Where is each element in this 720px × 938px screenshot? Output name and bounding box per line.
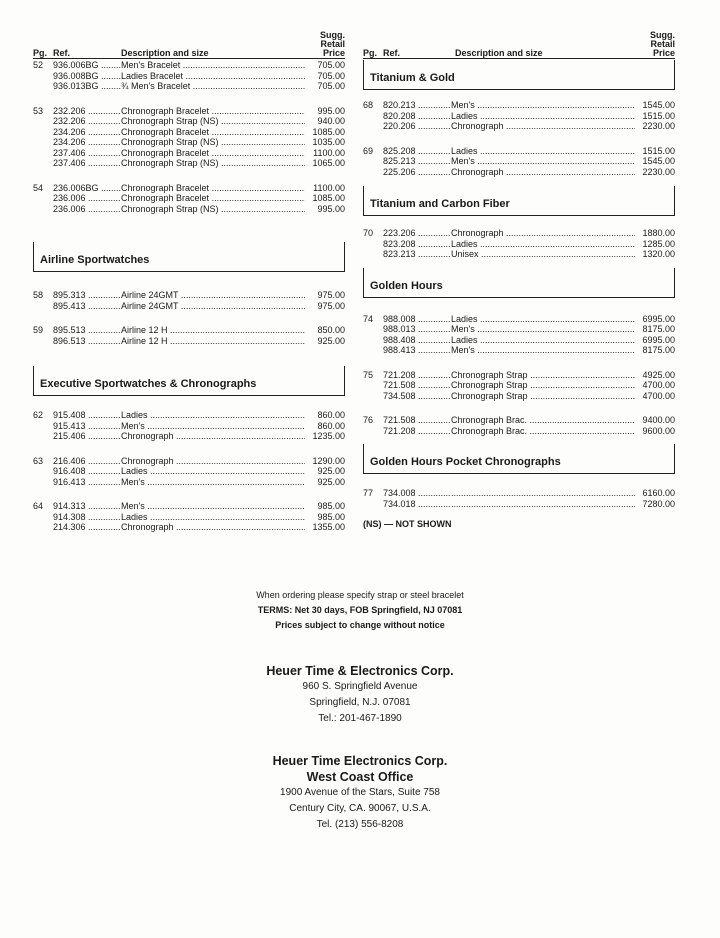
description: Chronograph ..... (451, 121, 639, 132)
price-group (33, 410, 345, 442)
price-group (363, 415, 675, 436)
price-row (33, 431, 345, 442)
reference-number: 895.513 ..... (53, 325, 121, 336)
price: 4700.00 (635, 380, 675, 391)
reference-number: 936.013BG ..... (53, 81, 121, 92)
price-row (33, 204, 345, 215)
price: 975.00 (305, 290, 345, 301)
price-row (33, 290, 345, 301)
price-row (33, 106, 345, 117)
header-price (320, 31, 345, 58)
description: Men's ..... (451, 345, 639, 356)
price-row (33, 512, 345, 523)
description: Men's ..... (451, 156, 639, 167)
description: Ladies ..... (451, 111, 639, 122)
price: 6995.00 (635, 314, 675, 325)
price: 925.00 (305, 466, 345, 477)
header-pg: Pg. (33, 48, 48, 58)
price-row (363, 100, 675, 111)
price: 2230.00 (635, 121, 675, 132)
price: 925.00 (305, 336, 345, 347)
price: 705.00 (305, 81, 345, 92)
reference-number: 895.413 ..... (53, 301, 121, 312)
price-row (363, 249, 675, 260)
prices-note: Prices subject to change without notice (275, 620, 445, 630)
description: Chronograph Strap (NS) ..... (121, 137, 309, 148)
price: 925.00 (305, 477, 345, 488)
description: Men's Bracelet ..... (121, 60, 309, 71)
price-row (363, 111, 675, 122)
price-row (363, 324, 675, 335)
price: 1545.00 (635, 100, 675, 111)
company-address-east (0, 663, 720, 727)
section-title-golden-hours: Golden Hours (363, 268, 675, 298)
description: Chronograph Bracelet ..... (121, 106, 309, 117)
reference-number: 721.508 ..... (383, 380, 451, 391)
price-row (363, 380, 675, 391)
reference-number: 236.006 ..... (53, 193, 121, 204)
description: Airline 12 H ..... (121, 325, 309, 336)
phone-line: Tel.: 201-467-1890 (318, 713, 402, 724)
reference-number: 734.008 ..... (383, 488, 451, 499)
price-group (33, 106, 345, 169)
price: 1355.00 (305, 522, 345, 533)
price-row (33, 501, 345, 512)
price-row (363, 488, 675, 499)
description: Chronograph ..... (121, 522, 309, 533)
description: Men's ..... (121, 477, 309, 488)
description: Chronograph Strap ..... (451, 370, 639, 381)
price-row (33, 336, 345, 347)
price-row (363, 121, 675, 132)
price-row (33, 60, 345, 71)
price-row (33, 477, 345, 488)
price-row (363, 345, 675, 356)
price: 995.00 (305, 106, 345, 117)
header-price-line3: Price (322, 48, 345, 58)
price: 995.00 (305, 204, 345, 215)
price: 1285.00 (635, 239, 675, 250)
header-rule (33, 58, 345, 59)
price-row (33, 137, 345, 148)
description: Ladies ..... (451, 146, 639, 157)
price: 985.00 (305, 501, 345, 512)
section-title-executive: Executive Sportwatches & Chronographs (33, 366, 345, 396)
description: Men's ..... (451, 100, 639, 111)
ordering-note: When ordering please specify strap or steel bracelet (256, 590, 464, 600)
price-group (33, 501, 345, 533)
page-number: 53 (33, 105, 44, 116)
page-number: 75 (363, 369, 374, 380)
page-number: 69 (363, 145, 374, 156)
section-title-airline: Airline Sportwatches (33, 242, 345, 272)
price: 1085.00 (305, 127, 345, 138)
price-group (33, 183, 345, 215)
reference-number: 216.406 ..... (53, 456, 121, 467)
price-row (33, 193, 345, 204)
header-price-line1: Sugg. (320, 30, 345, 40)
description: Ladies Bracelet ..... (121, 71, 309, 82)
price: 9400.00 (635, 415, 675, 426)
price-group (363, 370, 675, 402)
price-group (33, 290, 345, 311)
reference-number: 820.208 ..... (383, 111, 451, 122)
company-address-west (0, 753, 720, 833)
description (451, 499, 639, 510)
price: 850.00 (305, 325, 345, 336)
price-row (363, 314, 675, 325)
price-group (363, 100, 675, 132)
price-row (33, 148, 345, 159)
reference-number: 988.413 ..... (383, 345, 451, 356)
reference-number: 234.206 ..... (53, 137, 121, 148)
column-header (33, 28, 345, 58)
price-row (33, 183, 345, 194)
reference-number: 896.513 ..... (53, 336, 121, 347)
reference-number: 237.406 ..... (53, 148, 121, 159)
price: 985.00 (305, 512, 345, 523)
description: Chronograph Strap (NS) ..... (121, 204, 309, 215)
reference-number: 916.413 ..... (53, 477, 121, 488)
header-price-line3: Price (652, 48, 675, 58)
description: Chronograph Bracelet ..... (121, 193, 309, 204)
price: 7280.00 (635, 499, 675, 510)
reference-number: 236.006 ..... (53, 204, 121, 215)
price-group (363, 146, 675, 178)
price: 705.00 (305, 71, 345, 82)
reference-number: 916.408 ..... (53, 466, 121, 477)
reference-number: 734.018 ..... (383, 499, 451, 510)
footer (0, 588, 720, 833)
description: Airline 24GMT ..... (121, 290, 309, 301)
page-number: 70 (363, 228, 374, 238)
price-row (363, 391, 675, 402)
price: 1035.00 (305, 137, 345, 148)
price-row (33, 456, 345, 467)
header-price-line2: Retail (650, 39, 675, 49)
header-ref: Ref. (383, 48, 401, 58)
reference-number: 215.406 ..... (53, 431, 121, 442)
price-row (363, 335, 675, 346)
page-number: 74 (363, 313, 374, 324)
description: Ladies ..... (121, 512, 309, 523)
description: Ladies ..... (451, 335, 639, 346)
price: 6995.00 (635, 335, 675, 346)
price-row (33, 71, 345, 82)
price: 1290.00 (305, 456, 345, 467)
page-number: 59 (33, 325, 44, 335)
description: Men's ..... (451, 324, 639, 335)
price-row (363, 167, 675, 178)
description: Chronograph Bracelet ..... (121, 148, 309, 159)
company-name: Heuer Time & Electronics Corp. (266, 664, 454, 678)
reference-number: 236.006BG ..... (53, 183, 121, 194)
right-price-column (363, 28, 675, 529)
price-row (33, 158, 345, 169)
page-number: 63 (33, 455, 44, 466)
price: 1100.00 (305, 148, 345, 159)
office-name: West Coast Office (306, 770, 414, 784)
price: 6160.00 (635, 488, 675, 499)
price-group (33, 60, 345, 92)
reference-number: 988.008 ..... (383, 314, 451, 325)
price-row (363, 370, 675, 381)
page-number: 54 (33, 182, 44, 193)
price-row (363, 415, 675, 426)
price: 1065.00 (305, 158, 345, 169)
description: Chronograph Bracelet ..... (121, 183, 309, 194)
price: 9600.00 (635, 426, 675, 437)
header-pg: Pg. (363, 48, 378, 58)
reference-number: 936.006BG ..... (53, 60, 121, 71)
reference-number: 820.213 ..... (383, 100, 451, 111)
price-row (33, 301, 345, 312)
company-name: Heuer Time Electronics Corp. (272, 754, 448, 768)
description: Chronograph Strap ..... (451, 380, 639, 391)
description: Airline 12 H ..... (121, 336, 309, 347)
reference-number: 232.206 ..... (53, 116, 121, 127)
page-number: 77 (363, 488, 374, 498)
description: Chronograph Strap (NS) ..... (121, 116, 309, 127)
price: 1515.00 (635, 146, 675, 157)
reference-number: 823.208 ..... (383, 239, 451, 250)
description: Men's ..... (121, 421, 309, 432)
price-row (33, 116, 345, 127)
reference-number: 915.413 ..... (53, 421, 121, 432)
price-row (363, 228, 675, 239)
header-price (650, 31, 675, 58)
address-line: 960 S. Springfield Avenue (302, 681, 418, 692)
reference-number: 825.213 ..... (383, 156, 451, 167)
header-price-line2: Retail (320, 39, 345, 49)
price: 705.00 (305, 60, 345, 71)
terms-line: TERMS: Net 30 days, FOB Springfield, NJ 07081 (257, 605, 463, 615)
reference-number: 988.013 ..... (383, 324, 451, 335)
description: Ladies ..... (121, 466, 309, 477)
header-rule (363, 58, 675, 59)
description: Chronograph ..... (451, 228, 639, 239)
description: Chronograph ..... (451, 167, 639, 178)
reference-number: 214.306 ..... (53, 522, 121, 533)
reference-number: 721.208 ..... (383, 370, 451, 381)
price-group (363, 228, 675, 260)
price-group (363, 488, 675, 509)
address-line: Century City, CA. 90067, U.S.A. (289, 803, 431, 814)
price: 860.00 (305, 421, 345, 432)
description: Ladies ..... (451, 314, 639, 325)
reference-number: 237.406 ..... (53, 158, 121, 169)
description: Chronograph Brac. ..... (451, 415, 639, 426)
page-number: 76 (363, 415, 374, 425)
reference-number: 232.206 ..... (53, 106, 121, 117)
header-price-line1: Sugg. (650, 30, 675, 40)
description: Chronograph Brac. ..... (451, 426, 639, 437)
page-number: 68 (363, 100, 374, 110)
reference-number: 988.408 ..... (383, 335, 451, 346)
header-description: Description and size (455, 48, 543, 58)
price: 1515.00 (635, 111, 675, 122)
reference-number: 721.508 ..... (383, 415, 451, 426)
header-description: Description and size (121, 48, 209, 58)
reference-number: 223.206 ..... (383, 228, 451, 239)
page-number: 62 (33, 410, 44, 420)
price: 860.00 (305, 410, 345, 421)
header-ref: Ref. (53, 48, 71, 58)
price: 2230.00 (635, 167, 675, 178)
phone-line: Tel. (213) 556-8208 (316, 819, 404, 830)
reference-number: 914.313 ..... (53, 501, 121, 512)
price-row (363, 239, 675, 250)
price-group (363, 314, 675, 356)
left-price-column (33, 28, 345, 533)
section-title-pocket-chronographs: Golden Hours Pocket Chronographs (363, 444, 675, 474)
price: 1085.00 (305, 193, 345, 204)
price: 975.00 (305, 301, 345, 312)
description: Chronograph ..... (121, 456, 309, 467)
page-number: 52 (33, 60, 44, 70)
page-number: 58 (33, 290, 44, 300)
reference-number: 234.206 ..... (53, 127, 121, 138)
price-row (363, 146, 675, 157)
price-row (363, 426, 675, 437)
description: Ladies ..... (451, 239, 639, 250)
price: 1545.00 (635, 156, 675, 167)
reference-number: 936.008BG ..... (53, 71, 121, 82)
description: Ladies ..... (121, 410, 309, 421)
page-number: 64 (33, 501, 44, 511)
section-title-titanium-carbon: Titanium and Carbon Fiber (363, 186, 675, 216)
price-row (33, 81, 345, 92)
reference-number: 721.208 ..... (383, 426, 451, 437)
description: Unisex ..... (451, 249, 639, 260)
price-row (363, 499, 675, 510)
reference-number: 220.206 ..... (383, 121, 451, 132)
price-row (33, 522, 345, 533)
not-shown-note: (NS) — NOT SHOWN (363, 519, 452, 529)
price: 1100.00 (305, 183, 345, 194)
price-group (33, 456, 345, 488)
column-header (363, 28, 675, 58)
price: 8175.00 (635, 324, 675, 335)
price: 1235.00 (305, 431, 345, 442)
address-line: Springfield, N.J. 07081 (309, 697, 411, 708)
price: 1880.00 (635, 228, 675, 239)
reference-number: 823.213 ..... (383, 249, 451, 260)
reference-number: 914.308 ..... (53, 512, 121, 523)
price-row (33, 410, 345, 421)
address-line: 1900 Avenue of the Stars, Suite 758 (280, 787, 440, 798)
price-group (33, 325, 345, 346)
price-row (33, 325, 345, 336)
description: Chronograph Strap ..... (451, 391, 639, 402)
price-row (363, 156, 675, 167)
description: Airline 24GMT ..... (121, 301, 309, 312)
reference-number: 825.208 ..... (383, 146, 451, 157)
reference-number: 225.206 ..... (383, 167, 451, 178)
price: 4925.00 (635, 370, 675, 381)
price: 1320.00 (635, 249, 675, 260)
reference-number: 734.508 ..... (383, 391, 451, 402)
price-row (33, 466, 345, 477)
section-title-titanium-gold: Titanium & Gold (363, 60, 675, 90)
description: Chronograph Strap (NS) ..... (121, 158, 309, 169)
reference-number: 915.408 ..... (53, 410, 121, 421)
price: 940.00 (305, 116, 345, 127)
description (451, 488, 639, 499)
reference-number: 895.313 ..... (53, 290, 121, 301)
description: Chronograph Bracelet ..... (121, 127, 309, 138)
price: 8175.00 (635, 345, 675, 356)
description: Men's ..... (121, 501, 309, 512)
price: 4700.00 (635, 391, 675, 402)
price-row (33, 421, 345, 432)
description: ¾ Men's Bracelet ..... (121, 81, 309, 92)
price-row (33, 127, 345, 138)
description: Chronograph ..... (121, 431, 309, 442)
